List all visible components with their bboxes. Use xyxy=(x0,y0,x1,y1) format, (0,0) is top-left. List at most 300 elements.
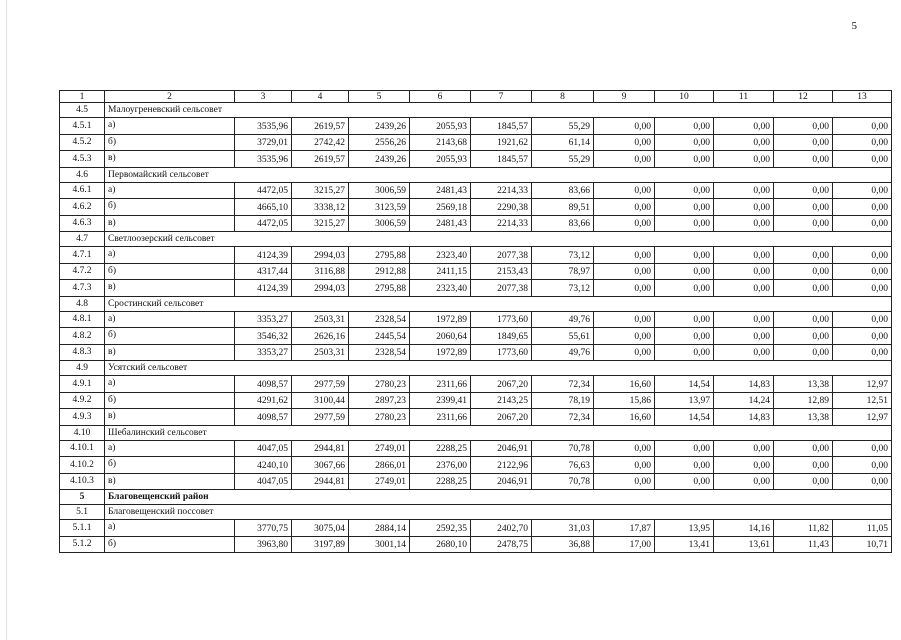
value-cell: 2143,68 xyxy=(410,134,471,151)
value-cell: 2680,10 xyxy=(410,536,471,553)
value-cell: 10,71 xyxy=(833,536,892,553)
value-cell: 0,00 xyxy=(774,118,833,135)
value-cell: 3197,89 xyxy=(292,536,349,553)
value-cell: 0,00 xyxy=(833,280,892,297)
value-cell: 78,19 xyxy=(532,392,594,409)
value-cell: 0,00 xyxy=(714,328,774,345)
value-cell: 3215,27 xyxy=(292,182,349,199)
value-cell: 2944,81 xyxy=(292,440,349,457)
value-cell: 2376,00 xyxy=(410,457,471,474)
value-cell: 0,00 xyxy=(594,344,655,361)
value-cell: 49,76 xyxy=(532,344,594,361)
value-cell: 2060,64 xyxy=(410,328,471,345)
value-cell: 0,00 xyxy=(594,215,655,232)
section-row xyxy=(60,296,892,311)
value-cell: 73,12 xyxy=(532,280,594,297)
value-cell: 0,00 xyxy=(833,151,892,168)
column-header-5: 5 xyxy=(349,91,410,103)
table-header-row xyxy=(60,91,892,103)
value-cell: 55,61 xyxy=(532,328,594,345)
value-cell: 0,00 xyxy=(714,215,774,232)
value-cell: 2143,25 xyxy=(471,392,532,409)
value-cell: 2439,26 xyxy=(349,118,410,135)
page-number: 5 xyxy=(851,20,857,32)
section-title: Усятский сельсовет xyxy=(105,361,892,376)
value-cell: 2055,93 xyxy=(410,118,471,135)
row-code: 5.1.1 xyxy=(60,520,105,537)
table-row xyxy=(60,520,892,537)
value-cell: 4098,57 xyxy=(235,409,292,426)
value-cell: 36,88 xyxy=(532,536,594,553)
value-cell: 0,00 xyxy=(774,182,833,199)
value-cell: 3001,14 xyxy=(349,536,410,553)
value-cell: 2503,31 xyxy=(292,344,349,361)
value-cell: 2481,43 xyxy=(410,215,471,232)
value-cell: 70,78 xyxy=(532,473,594,490)
value-cell: 0,00 xyxy=(655,151,714,168)
value-cell: 2780,23 xyxy=(349,409,410,426)
value-cell: 1921,62 xyxy=(471,134,532,151)
section-row xyxy=(60,232,892,247)
value-cell: 14,54 xyxy=(655,409,714,426)
row-code: 4.6.1 xyxy=(60,182,105,199)
value-cell: 0,00 xyxy=(774,199,833,216)
value-cell: 3353,27 xyxy=(235,344,292,361)
value-cell: 3215,27 xyxy=(292,215,349,232)
row-variant-label: а) xyxy=(105,376,235,393)
value-cell: 1773,60 xyxy=(471,344,532,361)
value-cell: 0,00 xyxy=(655,328,714,345)
value-cell: 0,00 xyxy=(594,328,655,345)
value-cell: 0,00 xyxy=(594,263,655,280)
value-cell: 2077,38 xyxy=(471,280,532,297)
value-cell: 3123,59 xyxy=(349,199,410,216)
value-cell: 2290,38 xyxy=(471,199,532,216)
value-cell: 0,00 xyxy=(714,311,774,328)
value-cell: 2749,01 xyxy=(349,440,410,457)
value-cell: 2067,20 xyxy=(471,409,532,426)
value-cell: 3067,66 xyxy=(292,457,349,474)
column-header-9: 9 xyxy=(594,91,655,103)
value-cell: 13,38 xyxy=(774,376,833,393)
row-code: 4.5.3 xyxy=(60,151,105,168)
value-cell: 0,00 xyxy=(833,311,892,328)
value-cell: 17,87 xyxy=(594,520,655,537)
table-row xyxy=(60,247,892,264)
column-header-4: 4 xyxy=(292,91,349,103)
value-cell: 2439,26 xyxy=(349,151,410,168)
value-cell: 3100,44 xyxy=(292,392,349,409)
section-code: 4.6 xyxy=(60,167,105,182)
value-cell: 4047,05 xyxy=(235,473,292,490)
value-cell: 0,00 xyxy=(655,311,714,328)
value-cell: 0,00 xyxy=(833,134,892,151)
row-variant-label: а) xyxy=(105,118,235,135)
section-title: Сростинский сельсовет xyxy=(105,296,892,311)
row-variant-label: в) xyxy=(105,215,235,232)
value-cell: 2569,18 xyxy=(410,199,471,216)
value-cell: 0,00 xyxy=(833,118,892,135)
row-code: 4.9.1 xyxy=(60,376,105,393)
section-title: Шебалинский сельсовет xyxy=(105,425,892,440)
value-cell: 11,43 xyxy=(774,536,833,553)
value-cell: 0,00 xyxy=(774,440,833,457)
row-variant-label: а) xyxy=(105,440,235,457)
value-cell: 3535,96 xyxy=(235,118,292,135)
value-cell: 11,05 xyxy=(833,520,892,537)
value-cell: 2288,25 xyxy=(410,440,471,457)
value-cell: 0,00 xyxy=(594,247,655,264)
value-cell: 0,00 xyxy=(774,215,833,232)
value-cell: 11,82 xyxy=(774,520,833,537)
value-cell: 0,00 xyxy=(833,263,892,280)
value-cell: 0,00 xyxy=(655,344,714,361)
table-row xyxy=(60,328,892,345)
column-header-2: 2 xyxy=(105,91,235,103)
value-cell: 0,00 xyxy=(714,199,774,216)
table-row xyxy=(60,344,892,361)
value-cell: 76,63 xyxy=(532,457,594,474)
value-cell: 0,00 xyxy=(714,473,774,490)
value-cell: 0,00 xyxy=(714,118,774,135)
value-cell: 0,00 xyxy=(655,134,714,151)
value-cell: 4317,44 xyxy=(235,263,292,280)
row-code: 4.5.2 xyxy=(60,134,105,151)
value-cell: 2795,88 xyxy=(349,280,410,297)
value-cell: 2214,33 xyxy=(471,215,532,232)
value-cell: 0,00 xyxy=(774,280,833,297)
value-cell: 0,00 xyxy=(655,263,714,280)
value-cell: 0,00 xyxy=(774,457,833,474)
row-variant-label: а) xyxy=(105,520,235,537)
value-cell: 73,12 xyxy=(532,247,594,264)
value-cell: 2944,81 xyxy=(292,473,349,490)
value-cell: 0,00 xyxy=(833,199,892,216)
row-variant-label: б) xyxy=(105,263,235,280)
section-row xyxy=(60,490,892,505)
table-row xyxy=(60,457,892,474)
value-cell: 0,00 xyxy=(714,247,774,264)
row-code: 4.8.1 xyxy=(60,311,105,328)
row-code: 4.8.3 xyxy=(60,344,105,361)
section-title: Светлоозерский сельсовет xyxy=(105,232,892,247)
value-cell: 16,60 xyxy=(594,409,655,426)
table-row xyxy=(60,473,892,490)
table-row xyxy=(60,182,892,199)
scan-edge-line xyxy=(6,0,7,640)
value-cell: 0,00 xyxy=(655,440,714,457)
value-cell: 2153,43 xyxy=(471,263,532,280)
value-cell: 2481,43 xyxy=(410,182,471,199)
value-cell: 2067,20 xyxy=(471,376,532,393)
value-cell: 72,34 xyxy=(532,376,594,393)
row-variant-label: в) xyxy=(105,280,235,297)
value-cell: 55,29 xyxy=(532,118,594,135)
row-variant-label: в) xyxy=(105,344,235,361)
tariff-table xyxy=(59,90,892,553)
value-cell: 2311,66 xyxy=(410,409,471,426)
section-title: Малоугреневский сельсовет xyxy=(105,103,892,118)
value-cell: 0,00 xyxy=(594,118,655,135)
value-cell: 0,00 xyxy=(594,311,655,328)
value-cell: 0,00 xyxy=(833,473,892,490)
section-code: 4.5 xyxy=(60,103,105,118)
table-row xyxy=(60,215,892,232)
value-cell: 0,00 xyxy=(774,473,833,490)
value-cell: 0,00 xyxy=(833,457,892,474)
value-cell: 2866,01 xyxy=(349,457,410,474)
value-cell: 0,00 xyxy=(833,247,892,264)
section-title: Первомайский сельсовет xyxy=(105,167,892,182)
value-cell: 2556,26 xyxy=(349,134,410,151)
section-code: 4.10 xyxy=(60,425,105,440)
table-row xyxy=(60,134,892,151)
value-cell: 61,14 xyxy=(532,134,594,151)
value-cell: 4472,05 xyxy=(235,215,292,232)
value-cell: 83,66 xyxy=(532,182,594,199)
value-cell: 0,00 xyxy=(655,473,714,490)
value-cell: 0,00 xyxy=(594,151,655,168)
value-cell: 4098,57 xyxy=(235,376,292,393)
value-cell: 0,00 xyxy=(655,118,714,135)
value-cell: 14,16 xyxy=(714,520,774,537)
value-cell: 0,00 xyxy=(774,263,833,280)
value-cell: 3353,27 xyxy=(235,311,292,328)
value-cell: 89,51 xyxy=(532,199,594,216)
row-variant-label: а) xyxy=(105,247,235,264)
row-variant-label: в) xyxy=(105,151,235,168)
column-header-3: 3 xyxy=(235,91,292,103)
value-cell: 2977,59 xyxy=(292,376,349,393)
table-row xyxy=(60,392,892,409)
value-cell: 3006,59 xyxy=(349,182,410,199)
value-cell: 0,00 xyxy=(714,263,774,280)
value-cell: 12,89 xyxy=(774,392,833,409)
value-cell: 13,97 xyxy=(655,392,714,409)
column-header-12: 12 xyxy=(774,91,833,103)
value-cell: 4472,05 xyxy=(235,182,292,199)
row-code: 4.10.3 xyxy=(60,473,105,490)
value-cell: 0,00 xyxy=(655,457,714,474)
table-row xyxy=(60,118,892,135)
value-cell: 13,61 xyxy=(714,536,774,553)
value-cell: 0,00 xyxy=(594,440,655,457)
column-header-11: 11 xyxy=(714,91,774,103)
value-cell: 15,86 xyxy=(594,392,655,409)
row-code: 4.10.1 xyxy=(60,440,105,457)
value-cell: 1849,65 xyxy=(471,328,532,345)
value-cell: 0,00 xyxy=(655,199,714,216)
value-cell: 2323,40 xyxy=(410,280,471,297)
table-row xyxy=(60,440,892,457)
value-cell: 4047,05 xyxy=(235,440,292,457)
column-header-8: 8 xyxy=(532,91,594,103)
value-cell: 70,78 xyxy=(532,440,594,457)
column-header-6: 6 xyxy=(410,91,471,103)
value-cell: 4124,39 xyxy=(235,247,292,264)
value-cell: 0,00 xyxy=(594,134,655,151)
section-code: 4.7 xyxy=(60,232,105,247)
value-cell: 2592,35 xyxy=(410,520,471,537)
value-cell: 0,00 xyxy=(833,440,892,457)
value-cell: 14,83 xyxy=(714,409,774,426)
row-code: 5.1.2 xyxy=(60,536,105,553)
row-code: 4.7.3 xyxy=(60,280,105,297)
value-cell: 2411,15 xyxy=(410,263,471,280)
value-cell: 2749,01 xyxy=(349,473,410,490)
row-variant-label: б) xyxy=(105,392,235,409)
value-cell: 4124,39 xyxy=(235,280,292,297)
value-cell: 2503,31 xyxy=(292,311,349,328)
value-cell: 0,00 xyxy=(655,215,714,232)
row-variant-label: а) xyxy=(105,311,235,328)
row-code: 4.10.2 xyxy=(60,457,105,474)
value-cell: 49,76 xyxy=(532,311,594,328)
value-cell: 0,00 xyxy=(774,344,833,361)
row-variant-label: б) xyxy=(105,134,235,151)
value-cell: 2402,70 xyxy=(471,520,532,537)
row-code: 4.6.2 xyxy=(60,199,105,216)
value-cell: 2478,75 xyxy=(471,536,532,553)
table-row xyxy=(60,536,892,553)
value-cell: 0,00 xyxy=(774,134,833,151)
column-header-13: 13 xyxy=(833,91,892,103)
section-row xyxy=(60,167,892,182)
section-row xyxy=(60,361,892,376)
value-cell: 72,34 xyxy=(532,409,594,426)
row-variant-label: б) xyxy=(105,457,235,474)
section-row xyxy=(60,103,892,118)
value-cell: 16,60 xyxy=(594,376,655,393)
value-cell: 0,00 xyxy=(833,344,892,361)
table-row xyxy=(60,376,892,393)
row-variant-label: б) xyxy=(105,199,235,216)
value-cell: 2288,25 xyxy=(410,473,471,490)
row-variant-label: а) xyxy=(105,182,235,199)
value-cell: 0,00 xyxy=(774,328,833,345)
value-cell: 3338,12 xyxy=(292,199,349,216)
value-cell: 0,00 xyxy=(594,199,655,216)
value-cell: 4240,10 xyxy=(235,457,292,474)
table-row xyxy=(60,409,892,426)
value-cell: 2994,03 xyxy=(292,247,349,264)
value-cell: 0,00 xyxy=(714,457,774,474)
value-cell: 13,38 xyxy=(774,409,833,426)
value-cell: 2897,23 xyxy=(349,392,410,409)
value-cell: 0,00 xyxy=(714,440,774,457)
value-cell: 0,00 xyxy=(774,247,833,264)
section-code: 5.1 xyxy=(60,505,105,520)
value-cell: 2445,54 xyxy=(349,328,410,345)
value-cell: 2077,38 xyxy=(471,247,532,264)
row-variant-label: в) xyxy=(105,409,235,426)
value-cell: 14,83 xyxy=(714,376,774,393)
value-cell: 13,95 xyxy=(655,520,714,537)
value-cell: 0,00 xyxy=(833,328,892,345)
column-header-10: 10 xyxy=(655,91,714,103)
value-cell: 3729,01 xyxy=(235,134,292,151)
section-title: Благовещенский поссовет xyxy=(105,505,892,520)
section-row xyxy=(60,425,892,440)
value-cell: 0,00 xyxy=(655,182,714,199)
value-cell: 1845,57 xyxy=(471,118,532,135)
value-cell: 2619,57 xyxy=(292,118,349,135)
value-cell: 0,00 xyxy=(594,182,655,199)
value-cell: 78,97 xyxy=(532,263,594,280)
value-cell: 3546,32 xyxy=(235,328,292,345)
value-cell: 2055,93 xyxy=(410,151,471,168)
value-cell: 2626,16 xyxy=(292,328,349,345)
value-cell: 3535,96 xyxy=(235,151,292,168)
value-cell: 2323,40 xyxy=(410,247,471,264)
row-code: 4.7.2 xyxy=(60,263,105,280)
row-variant-label: в) xyxy=(105,473,235,490)
section-row xyxy=(60,505,892,520)
value-cell: 12,97 xyxy=(833,376,892,393)
value-cell: 0,00 xyxy=(714,134,774,151)
table-row xyxy=(60,151,892,168)
row-code: 4.9.3 xyxy=(60,409,105,426)
value-cell: 3006,59 xyxy=(349,215,410,232)
value-cell: 13,41 xyxy=(655,536,714,553)
value-cell: 12,97 xyxy=(833,409,892,426)
section-code: 4.8 xyxy=(60,296,105,311)
value-cell: 0,00 xyxy=(655,280,714,297)
section-code: 5 xyxy=(60,490,105,505)
value-cell: 2311,66 xyxy=(410,376,471,393)
value-cell: 2214,33 xyxy=(471,182,532,199)
value-cell: 0,00 xyxy=(714,344,774,361)
value-cell: 2122,96 xyxy=(471,457,532,474)
section-title: Благовещенский район xyxy=(105,490,892,505)
value-cell: 1972,89 xyxy=(410,311,471,328)
value-cell: 2742,42 xyxy=(292,134,349,151)
value-cell: 3075,04 xyxy=(292,520,349,537)
value-cell: 2046,91 xyxy=(471,440,532,457)
value-cell: 2884,14 xyxy=(349,520,410,537)
value-cell: 2619,57 xyxy=(292,151,349,168)
value-cell: 12,51 xyxy=(833,392,892,409)
value-cell: 0,00 xyxy=(833,182,892,199)
value-cell: 2912,88 xyxy=(349,263,410,280)
row-code: 4.8.2 xyxy=(60,328,105,345)
value-cell: 2046,91 xyxy=(471,473,532,490)
value-cell: 0,00 xyxy=(714,280,774,297)
column-header-1: 1 xyxy=(60,91,105,103)
value-cell: 0,00 xyxy=(714,151,774,168)
table-row xyxy=(60,311,892,328)
value-cell: 2977,59 xyxy=(292,409,349,426)
value-cell: 2780,23 xyxy=(349,376,410,393)
table-row xyxy=(60,280,892,297)
value-cell: 1845,57 xyxy=(471,151,532,168)
value-cell: 14,24 xyxy=(714,392,774,409)
value-cell: 0,00 xyxy=(594,473,655,490)
row-variant-label: б) xyxy=(105,536,235,553)
value-cell: 31,03 xyxy=(532,520,594,537)
value-cell: 4665,10 xyxy=(235,199,292,216)
value-cell: 2328,54 xyxy=(349,344,410,361)
value-cell: 0,00 xyxy=(714,182,774,199)
value-cell: 2795,88 xyxy=(349,247,410,264)
value-cell: 0,00 xyxy=(594,280,655,297)
value-cell: 1972,89 xyxy=(410,344,471,361)
value-cell: 55,29 xyxy=(532,151,594,168)
value-cell: 2994,03 xyxy=(292,280,349,297)
value-cell: 17,00 xyxy=(594,536,655,553)
table-body xyxy=(60,103,892,553)
row-code: 4.7.1 xyxy=(60,247,105,264)
